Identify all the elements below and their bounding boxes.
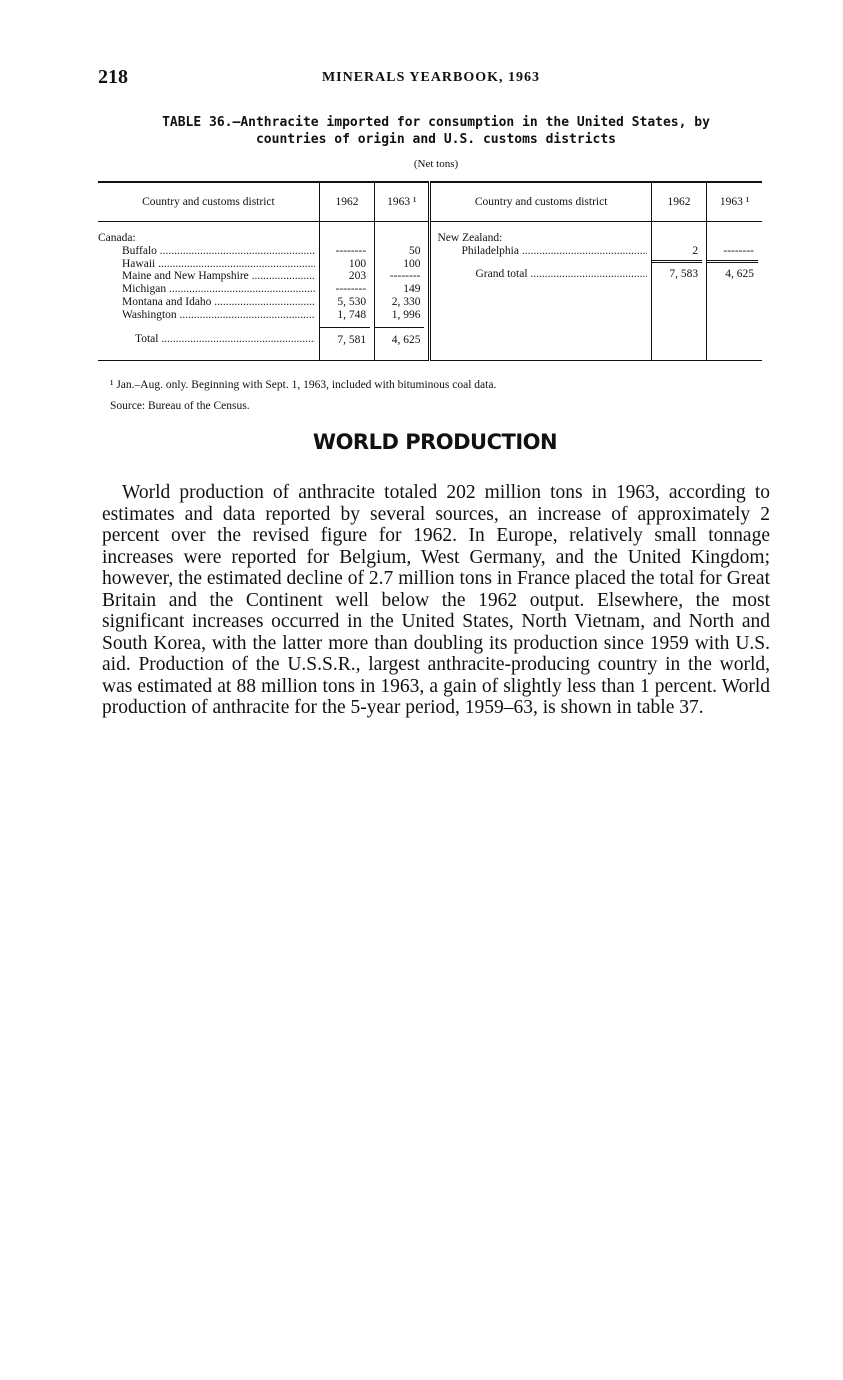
table-row-label: Washington ..... [98,309,315,322]
group-label-new-zealand: New Zealand: [437,232,503,244]
body-text [102,482,770,719]
table-row-label: Hawaii ..... [98,258,315,271]
grand-total-label: Grand total ..... [437,268,646,281]
right-1963-cell [707,222,762,361]
column-header-country-left: Country and customs district [98,182,319,222]
table-row-label: Michigan ..... [98,283,315,296]
source-note: Source: Bureau of the Census. [110,400,250,412]
table-row-label: Buffalo ..... [98,245,315,258]
footnote: ¹ Jan.–Aug. only. Beginning with Sept. 1, 1963, included with bituminous coal data. [110,379,497,391]
table-title-line-1: TABLE 36.—Anthracite imported for consumption in the United States, by [162,115,710,130]
table-cell-value: 2 [692,244,699,257]
table-cell-value: 1, 748 [337,308,367,321]
grand-total-value-1963: 4, 625 [707,260,758,281]
grand-total-value-1962: 7, 583 [652,260,702,281]
right-country-cell [430,222,651,361]
group-label-canada: Canada: [98,232,136,244]
table-row-label: Maine and New Hampshire ..... [98,270,315,283]
page-header [98,66,764,94]
column-header-1963-right: 1963 ¹ [707,182,762,222]
column-header-1962-left: 1962 [319,182,374,222]
table-cell-value: 100 [403,257,421,270]
right-1962-cell [651,222,706,361]
section-heading: WORLD PRODUCTION [312,430,558,454]
table-header-row [98,182,762,222]
table-title-line-2: countries of origin and U.S. customs districts [255,132,617,147]
table-row-label: Philadelphia ..... [437,245,646,258]
page-number: 218 [98,66,128,88]
table-title [100,114,772,148]
table-cell-value: 100 [348,257,367,270]
table-cell-value [707,245,758,258]
table-unit: (Net tons) [413,158,459,170]
table-body-row [98,222,762,361]
left-1963-cell [375,222,430,361]
column-header-country-right: Country and customs district [430,182,651,222]
total-label: Total ..... [98,327,315,346]
table-cell-value [320,283,370,296]
table-cell-value: 149 [403,283,421,296]
total-value-1963: 4, 625 [375,327,424,347]
table-cell-value: 5, 530 [337,295,367,308]
left-country-cell [98,222,319,361]
total-value-1962: 7, 581 [320,327,370,347]
table-cell-value: 1, 996 [391,308,421,321]
table-cell-value: 50 [408,244,421,257]
table-cell-value: 2, 330 [391,295,421,308]
column-header-1963-left: 1963 ¹ [375,182,430,222]
table-cell-value [375,270,424,283]
table-cell-value [320,245,370,258]
column-header-1962-right: 1962 [651,182,706,222]
left-1962-cell [319,222,374,361]
anthracite-import-table [98,181,762,361]
table-cell-value: 203 [348,270,367,283]
paragraph: World production of anthracite totaled 202 million tons in 1963, according to estimates and data reported by several sources, an increase of approximately 2 percent over the revised figure for 1962. In Europe, relatively small tonnage increases were reported for Belgium, West Germany, and the United Kingdom; however, the estimated decline of 2.7 million tons in France placed the total for Great Britain and the Continent well below the 1962 output. Elsewhere, the most significant increases occurred in the United States, North Vietnam, and North and South Korea, with the latter more than doubling its production since 1959 with U.S. aid. Production of the U.S.S.R., largest anthracite-producing country in the world, was estimated at 88 million tons in 1963, a gain of slightly less than 1 percent. World production of anthracite for the 5-year period, 1959–63, is shown in table 37. [102,482,770,718]
table-row-label: Montana and Idaho ..... [98,296,315,309]
table-footnotes [110,375,770,417]
running-head: MINERALS YEARBOOK, 1963 [321,70,541,85]
